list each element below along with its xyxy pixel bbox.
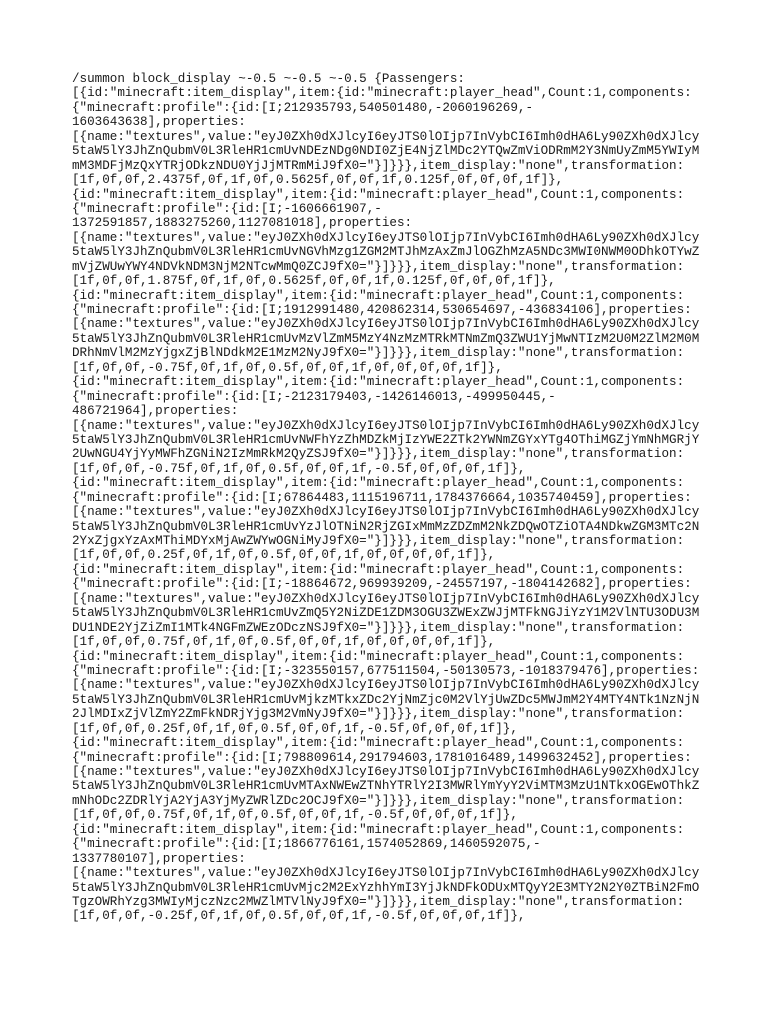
command-line: [1f,0f,0f,0.75f,0f,1f,0f,0.5f,0f,0f,1f,-0.5f,0f,0f,0f,1f]}, (72, 808, 518, 823)
command-line: mM3MDFjMzQxYTRjODkzNDU0YjJjMTRmMiJ9fX0="}]}}},item_display:"none",transformation: (72, 158, 685, 173)
command-line: [1f,0f,0f,-0.25f,0f,1f,0f,0.5f,0f,0f,1f,-0.5f,0f,0f,0f,1f]}, (72, 909, 526, 924)
command-line: [1f,0f,0f,0.75f,0f,1f,0f,0.5f,0f,0f,1f,0f,0f,0f,0f,1f]}, (72, 635, 496, 650)
command-line: {"minecraft:profile":{id:[I;-323550157,677511504,-50130573,-1018379476],properties: (72, 663, 700, 678)
command-line: 5taW5lY3JhZnQubmV0L3RleHR1cmUvYzJlOTNiN2RjZGIxMmMzZDZmM2NkZDQwOTZiOTA4NDkwZGM3MTc2N (72, 519, 700, 534)
command-line: {"minecraft:profile":{id:[I;1912991480,420862314,530654697,-436834106],properties: (72, 303, 692, 317)
command-line: {id:"minecraft:item_display",item:{id:"minecraft:player_head",Count:1,components: (72, 187, 685, 202)
command-line: [{name:"textures",value:"eyJ0ZXh0dXJlcyI6eyJTS0lOIjp7InVybCI6Imh0dHA6Ly90ZXh0dXJlcy (72, 765, 700, 779)
command-line: [{name:"textures",value:"eyJ0ZXh0dXJlcyI6eyJTS0lOIjp7InVybCI6Imh0dHA6Ly90ZXh0dXJlcy (72, 129, 700, 144)
command-line: mVjZWUwYWY4NDVkNDM3NjM2NTcwMmQ0ZCJ9fX0="}]}}},item_display:"none",transformation: (72, 259, 685, 274)
command-line: {id:"minecraft:item_display",item:{id:"minecraft:player_head",Count:1,components: (72, 562, 685, 577)
command-line: 5taW5lY3JhZnQubmV0L3RleHR1cmUvMjkzMTkxZDc2YjNmZjc0M2VlYjUwZDc5MWJmM2Y4MTY4NTk1NzNjN (72, 692, 700, 707)
command-line: {id:"minecraft:item_display",item:{id:"minecraft:player_head",Count:1,components: (72, 476, 685, 491)
command-line: 5taW5lY3JhZnQubmV0L3RleHR1cmUvNDEzNDg0NDI0ZjE4NjZlMDc2YTQwZmViODRmM2Y3NmUyZmM5YWIyM (72, 144, 700, 159)
command-line: {id:"minecraft:item_display",item:{id:"minecraft:player_head",Count:1,components: (72, 822, 685, 837)
command-line: TgzOWRhYzg3MWIyMjczNzc2MWZlMTVlNyJ9fX0="}]}}},item_display:"none",transformation: (72, 894, 685, 909)
command-line: [1f,0f,0f,0.25f,0f,1f,0f,0.5f,0f,0f,1f,-0.5f,0f,0f,0f,1f]}, (72, 721, 518, 736)
command-line: [{name:"textures",value:"eyJ0ZXh0dXJlcyI6eyJTS0lOIjp7InVybCI6Imh0dHA6Ly90ZXh0dXJlcy (72, 866, 700, 881)
command-line: {id:"minecraft:item_display",item:{id:"minecraft:player_head",Count:1,components: (72, 736, 685, 751)
command-line: DRhNmVlM2MzYjgxZjBlNDdkM2E1MzM2NyJ9fX0="}]}}},item_display:"none",transformation: (72, 346, 685, 361)
command-line: [1f,0f,0f,-0.75f,0f,1f,0f,0.5f,0f,0f,1f,0f,0f,0f,0f,1f]}, (72, 360, 503, 375)
command-line: DU1NDE2YjZiZmI1MTk4NGFmZWEzODczNSJ9fX0="}]}}},item_display:"none",transformation: (72, 620, 685, 635)
command-line: 5taW5lY3JhZnQubmV0L3RleHR1cmUvZmQ5Y2NiZDE1ZDM3OGU3ZWExZWJjMTFkNGJiYzY1M2VlNTU3ODU3M (72, 606, 700, 621)
command-line: 1372591857,1883275260,1127081018],properties: (72, 216, 413, 231)
command-line: [{id:"minecraft:item_display",item:{id:"minecraft:player_head",Count:1,components: (72, 86, 692, 101)
command-line: 2JlMDIxZjVlZmY2ZmFkNDRjYjg3M2VmNyJ9fX0="}]}}},item_display:"none",transformation: (72, 707, 685, 722)
command-line: 5taW5lY3JhZnQubmV0L3RleHR1cmUvNWFhYzZhMDZkMjIzYWE2ZTk2YWNmZGYxYTg4OThiMGZjYmNhMGRjY (72, 432, 700, 447)
command-line: [{name:"textures",value:"eyJ0ZXh0dXJlcyI6eyJTS0lOIjp7InVybCI6Imh0dHA6Ly90ZXh0dXJlcy (72, 591, 700, 606)
command-line: {"minecraft:profile":{id:[I;798809614,291794603,1781016489,1499632452],properties: (72, 750, 692, 765)
command-line: 2UwNGU4YjYyMWFhZGNiN2IzMmRkM2QyZSJ9fX0="}]}}},item_display:"none",transformation: (72, 447, 685, 462)
command-line: {"minecraft:profile":{id:[I;-18864672,969939209,-24557197,-1804142682],properties: (72, 577, 692, 592)
command-line: {id:"minecraft:item_display",item:{id:"minecraft:player_head",Count:1,components: (72, 288, 685, 303)
command-line: {"minecraft:profile":{id:[I;212935793,540501480,-2060196269,- (72, 100, 534, 115)
command-line: 2YxZjgxYzAxMThiMDYxMjAwZWYwOGNiMyJ9fX0="}]}}},item_display:"none",transformation: (72, 534, 685, 548)
command-line: 486721964],properties: (72, 404, 239, 419)
command-line: {"minecraft:profile":{id:[I;-1606661907,- (72, 201, 382, 216)
command-line: [1f,0f,0f,-0.75f,0f,1f,0f,0.5f,0f,0f,1f,-0.5f,0f,0f,0f,1f]}, (72, 461, 526, 476)
command-line: 1337780107],properties: (72, 851, 246, 866)
command-line: [{name:"textures",value:"eyJ0ZXh0dXJlcyI6eyJTS0lOIjp7InVybCI6Imh0dHA6Ly90ZXh0dXJlcy (72, 317, 700, 332)
command-line: 1603643638],properties: (72, 115, 246, 130)
command-line: [{name:"textures",value:"eyJ0ZXh0dXJlcyI6eyJTS0lOIjp7InVybCI6Imh0dHA6Ly90ZXh0dXJlcy (72, 505, 700, 520)
command-line: [1f,0f,0f,2.4375f,0f,1f,0f,0.5625f,0f,0f,1f,0.125f,0f,0f,0f,1f]}, (72, 173, 564, 188)
document-page (72, 72, 732, 924)
command-line: 5taW5lY3JhZnQubmV0L3RleHR1cmUvNGVhMzg1ZGM2MTJhMzAxZmJlOGZhMzA5NDc3MWI0NWM0ODhkOTYwZ (72, 245, 700, 260)
command-line: 5taW5lY3JhZnQubmV0L3RleHR1cmUvMzVlZmM5MzY4NzMzMTRkMTNmZmQ3ZWU1YjMwNTIzM2U0M2ZlM2M0M (72, 331, 700, 346)
command-line: mNhODc2ZDRlYjA2YjA3YjMyZWRlZDc2OCJ9fX0="}]}}},item_display:"none",transformation: (72, 793, 685, 808)
command-line: [1f,0f,0f,0.25f,0f,1f,0f,0.5f,0f,0f,1f,0f,0f,0f,0f,1f]}, (72, 548, 496, 563)
command-line: 5taW5lY3JhZnQubmV0L3RleHR1cmUvMTAxNWEwZTNhYTRlY2I3MWRlYmYyY2ViMTM3MzU1NTkxOGEwOThkZ (72, 779, 700, 794)
command-line: [{name:"textures",value:"eyJ0ZXh0dXJlcyI6eyJTS0lOIjp7InVybCI6Imh0dHA6Ly90ZXh0dXJlcy (72, 230, 700, 245)
command-line: {id:"minecraft:item_display",item:{id:"minecraft:player_head",Count:1,components: (72, 649, 685, 664)
command-line: [1f,0f,0f,1.875f,0f,1f,0f,0.5625f,0f,0f,1f,0.125f,0f,0f,0f,1f]}, (72, 274, 556, 289)
command-text-block (72, 72, 732, 924)
command-line: {id:"minecraft:item_display",item:{id:"minecraft:player_head",Count:1,components: (72, 375, 685, 390)
command-line: [{name:"textures",value:"eyJ0ZXh0dXJlcyI6eyJTS0lOIjp7InVybCI6Imh0dHA6Ly90ZXh0dXJlcy (72, 678, 700, 693)
command-line: [{name:"textures",value:"eyJ0ZXh0dXJlcyI6eyJTS0lOIjp7InVybCI6Imh0dHA6Ly90ZXh0dXJlcy (72, 418, 700, 433)
command-line: {"minecraft:profile":{id:[I;1866776161,1574052869,1460592075,- (72, 837, 541, 852)
command-line: /summon block_display ~-0.5 ~-0.5 ~-0.5 {Passengers: (72, 72, 465, 86)
command-line: {"minecraft:profile":{id:[I;67864483,1115196711,1784376664,1035740459],properties: (72, 490, 692, 505)
command-line: {"minecraft:profile":{id:[I;-2123179403,-1426146013,-499950445,- (72, 389, 556, 404)
command-line: 5taW5lY3JhZnQubmV0L3RleHR1cmUvMjc2M2ExYzhhYmI3YjJkNDFkODUxMTQyY2E3MTY2N2Y0ZTBiN2FmO (72, 880, 700, 895)
